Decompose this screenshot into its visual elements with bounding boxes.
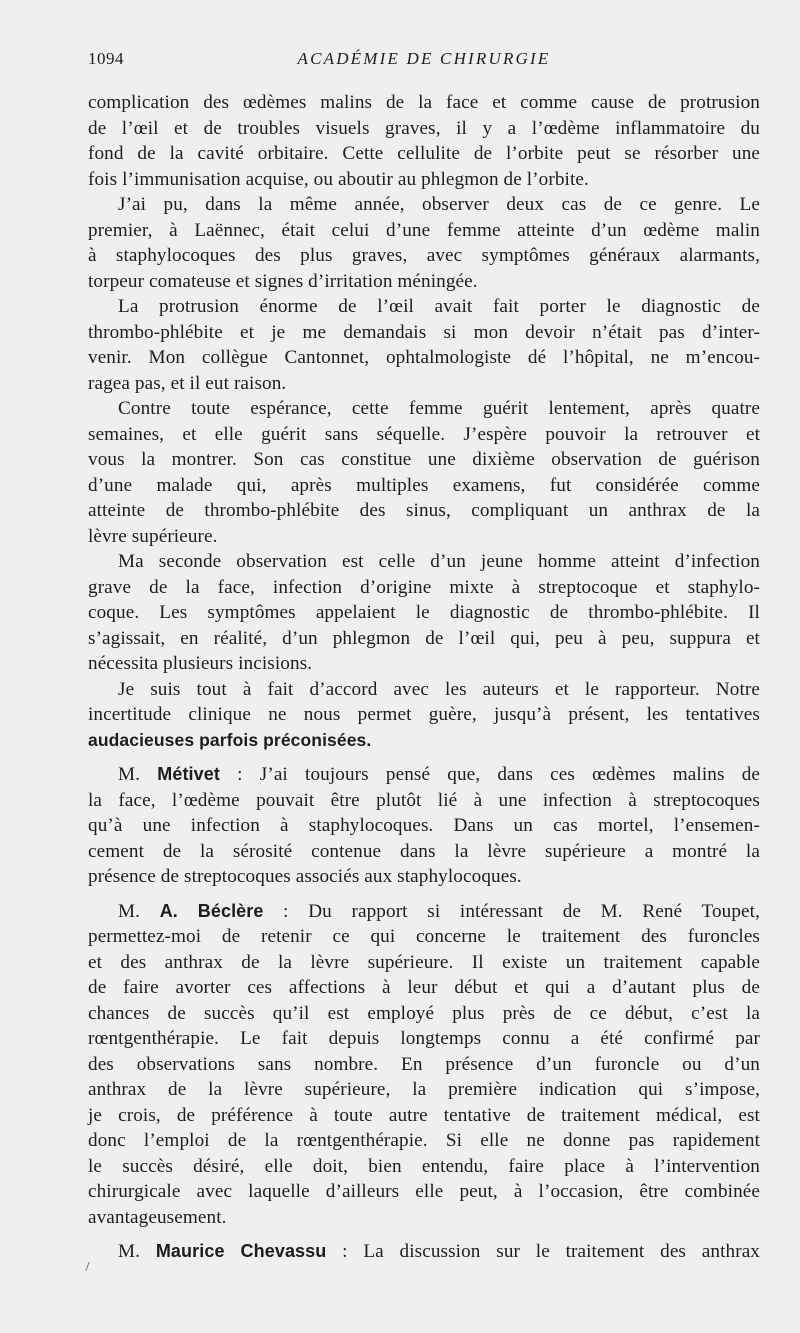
speaker-name: Métivet [157, 764, 220, 784]
paragraph [88, 677, 760, 754]
speaker-line [88, 762, 760, 788]
speaker-line [88, 899, 760, 925]
speaker-prefix: M. [118, 900, 160, 922]
text-line: Je suis tout à fait d’accord avec les auteurs et le rapporteur. Notre [118, 678, 760, 700]
paragraph-gap [88, 890, 760, 899]
text-line: de faire avorter ces affections à leur début et qui a d’autant plus de [88, 977, 760, 998]
text-line: anthrax de la lèvre supérieure, la première indication qui s’impose, [88, 1079, 760, 1100]
speaker-paragraph-chevassu [88, 1239, 760, 1265]
speaker-name: A. Béclère [159, 900, 264, 921]
text-line: thrombo-phlébite et je me demandais si mon devoir n’était pas d’inter- [88, 321, 760, 343]
text-line: venir. Mon collègue Cantonnet, ophtalmologiste dé l’hôpital, ne m’encou- [88, 347, 760, 368]
text-line: incertitude clinique ne nous permet guère, jusqu’à présent, les tentatives [88, 704, 760, 725]
speaker-prefix: M. [118, 764, 158, 785]
text-line: la face, l’œdème pouvait être plutôt lié à une infection à streptocoques [88, 789, 760, 811]
speaker-prefix: M. [118, 1241, 156, 1262]
text-line: de l’œil et de troubles visuels graves, il y a l’œdème inflammatoire du [88, 117, 760, 139]
text-line: nécessita plusieurs incisions. [88, 653, 313, 674]
text-line: chirurgicale avec laquelle d’ailleurs elle peut, à l’occasion, être combinée [88, 1181, 760, 1202]
text-line: atteinte de thrombo-phlébite des sinus, compliquant un anthrax de la [88, 500, 760, 521]
paragraph [88, 90, 760, 192]
text-line: qu’à une infection à staphylocoques. Dans un cas mortel, l’ensemen- [88, 815, 760, 836]
paragraph [88, 396, 760, 549]
text-line: s’agissait, en réalité, d’un phlegmon de l’œil qui, peu à peu, suppura et [88, 627, 760, 649]
text-line: chances de succès qu’il est employé plus près de ce début, c’est la [88, 1002, 760, 1024]
text-line: d’une malade qui, après multiples examens, fut considérée comme [88, 474, 760, 496]
text-line: le succès désiré, elle doit, bien entendu, faire place à l’intervention [88, 1155, 760, 1177]
text-line: je crois, de préférence à toute autre tentative de traitement médical, est [88, 1104, 760, 1126]
text-line: avantageusement. [88, 1206, 227, 1228]
text-line: coque. Les symptômes appelaient le diagnostic de thrombo-phlébite. Il [88, 602, 760, 623]
text-line: complication des œdèmes malins de la face et comme cause de protrusion [88, 92, 760, 113]
text-line: rœntgenthérapie. Le fait depuis longtemps connu a été confirmé par [88, 1028, 760, 1049]
text-line: Ma seconde observation est celle d’un jeune homme atteint d’infection [118, 551, 760, 572]
speaker-line-rest: : La discussion sur le traitement des anthrax [326, 1241, 760, 1262]
paragraph-gap [88, 753, 760, 762]
paragraph-gap [88, 1230, 760, 1239]
text-line: grave de la face, infection d’origine mixte à streptocoque et staphylo- [88, 576, 760, 598]
text-line: vous la montrer. Son cas constitue une dixième observation de guérison [88, 449, 760, 470]
text-line: cement de la sérosité contenue dans la lèvre supérieure a montré la [88, 840, 760, 862]
text-line: ragea pas, et il eut raison. [88, 372, 287, 394]
text-line: fois l’immunisation acquise, ou aboutir au phlegmon de l’orbite. [88, 168, 589, 190]
speaker-paragraph-metivet [88, 762, 760, 890]
paragraph [88, 192, 760, 294]
text-line: Contre toute espérance, cette femme guérit lentement, après quatre [118, 398, 760, 419]
speaker-paragraph-beclere [88, 899, 760, 1231]
text-line: torpeur comateuse et signes d’irritation méningée. [88, 270, 478, 292]
running-title: ACADÉMIE DE CHIRURGIE [297, 49, 551, 68]
text-line: fond de la cavité orbitaire. Cette cellulite de l’orbite peut se résorber une [88, 143, 760, 164]
text-line: permettez-moi de retenir ce qui concerne le traitement des furoncles [88, 926, 760, 947]
body-text [88, 90, 760, 1265]
speaker-line [88, 1239, 760, 1265]
text-line: lèvre supérieure. [88, 525, 218, 547]
paragraph [88, 294, 760, 396]
text-line: La protrusion énorme de l’œil avait fait porter le diagnostic de [118, 296, 760, 317]
page-mark [85, 1262, 94, 1271]
speaker-name: Maurice Chevassu [155, 1241, 327, 1261]
text-line: présence de streptocoques associés aux staphylocoques. [88, 866, 522, 887]
text-line: des observations sans nombre. En présence d’un furoncle ou d’un [88, 1053, 760, 1075]
page-number: 1094 [88, 49, 124, 68]
text-line: donc l’emploi de la rœntgenthérapie. Si elle ne donne pas rapidement [88, 1130, 760, 1151]
text-line: premier, à Laënnec, était celui d’une femme atteinte d’un œdème malin [88, 219, 760, 241]
page-header [88, 49, 760, 73]
text-line: et des anthrax de la lèvre supérieure. Il existe un traitement capable [88, 951, 760, 973]
text-line: à staphylocoques des plus graves, avec symptômes généraux alarmants, [88, 245, 760, 266]
speaker-line-rest: : J’ai toujours pensé que, dans ces œdèmes malins de [219, 764, 760, 785]
speaker-line-rest: : Du rapport si intéressant de M. René Toupet, [263, 900, 760, 922]
text-line: semaines, et elle guérit sans séquelle. J’espère pouvoir la retrouver et [88, 423, 760, 445]
paragraph [88, 549, 760, 677]
bold-text-line: audacieuses parfois préconisées. [88, 729, 372, 750]
text-line: J’ai pu, dans la même année, observer deux cas de ce genre. Le [118, 194, 760, 215]
